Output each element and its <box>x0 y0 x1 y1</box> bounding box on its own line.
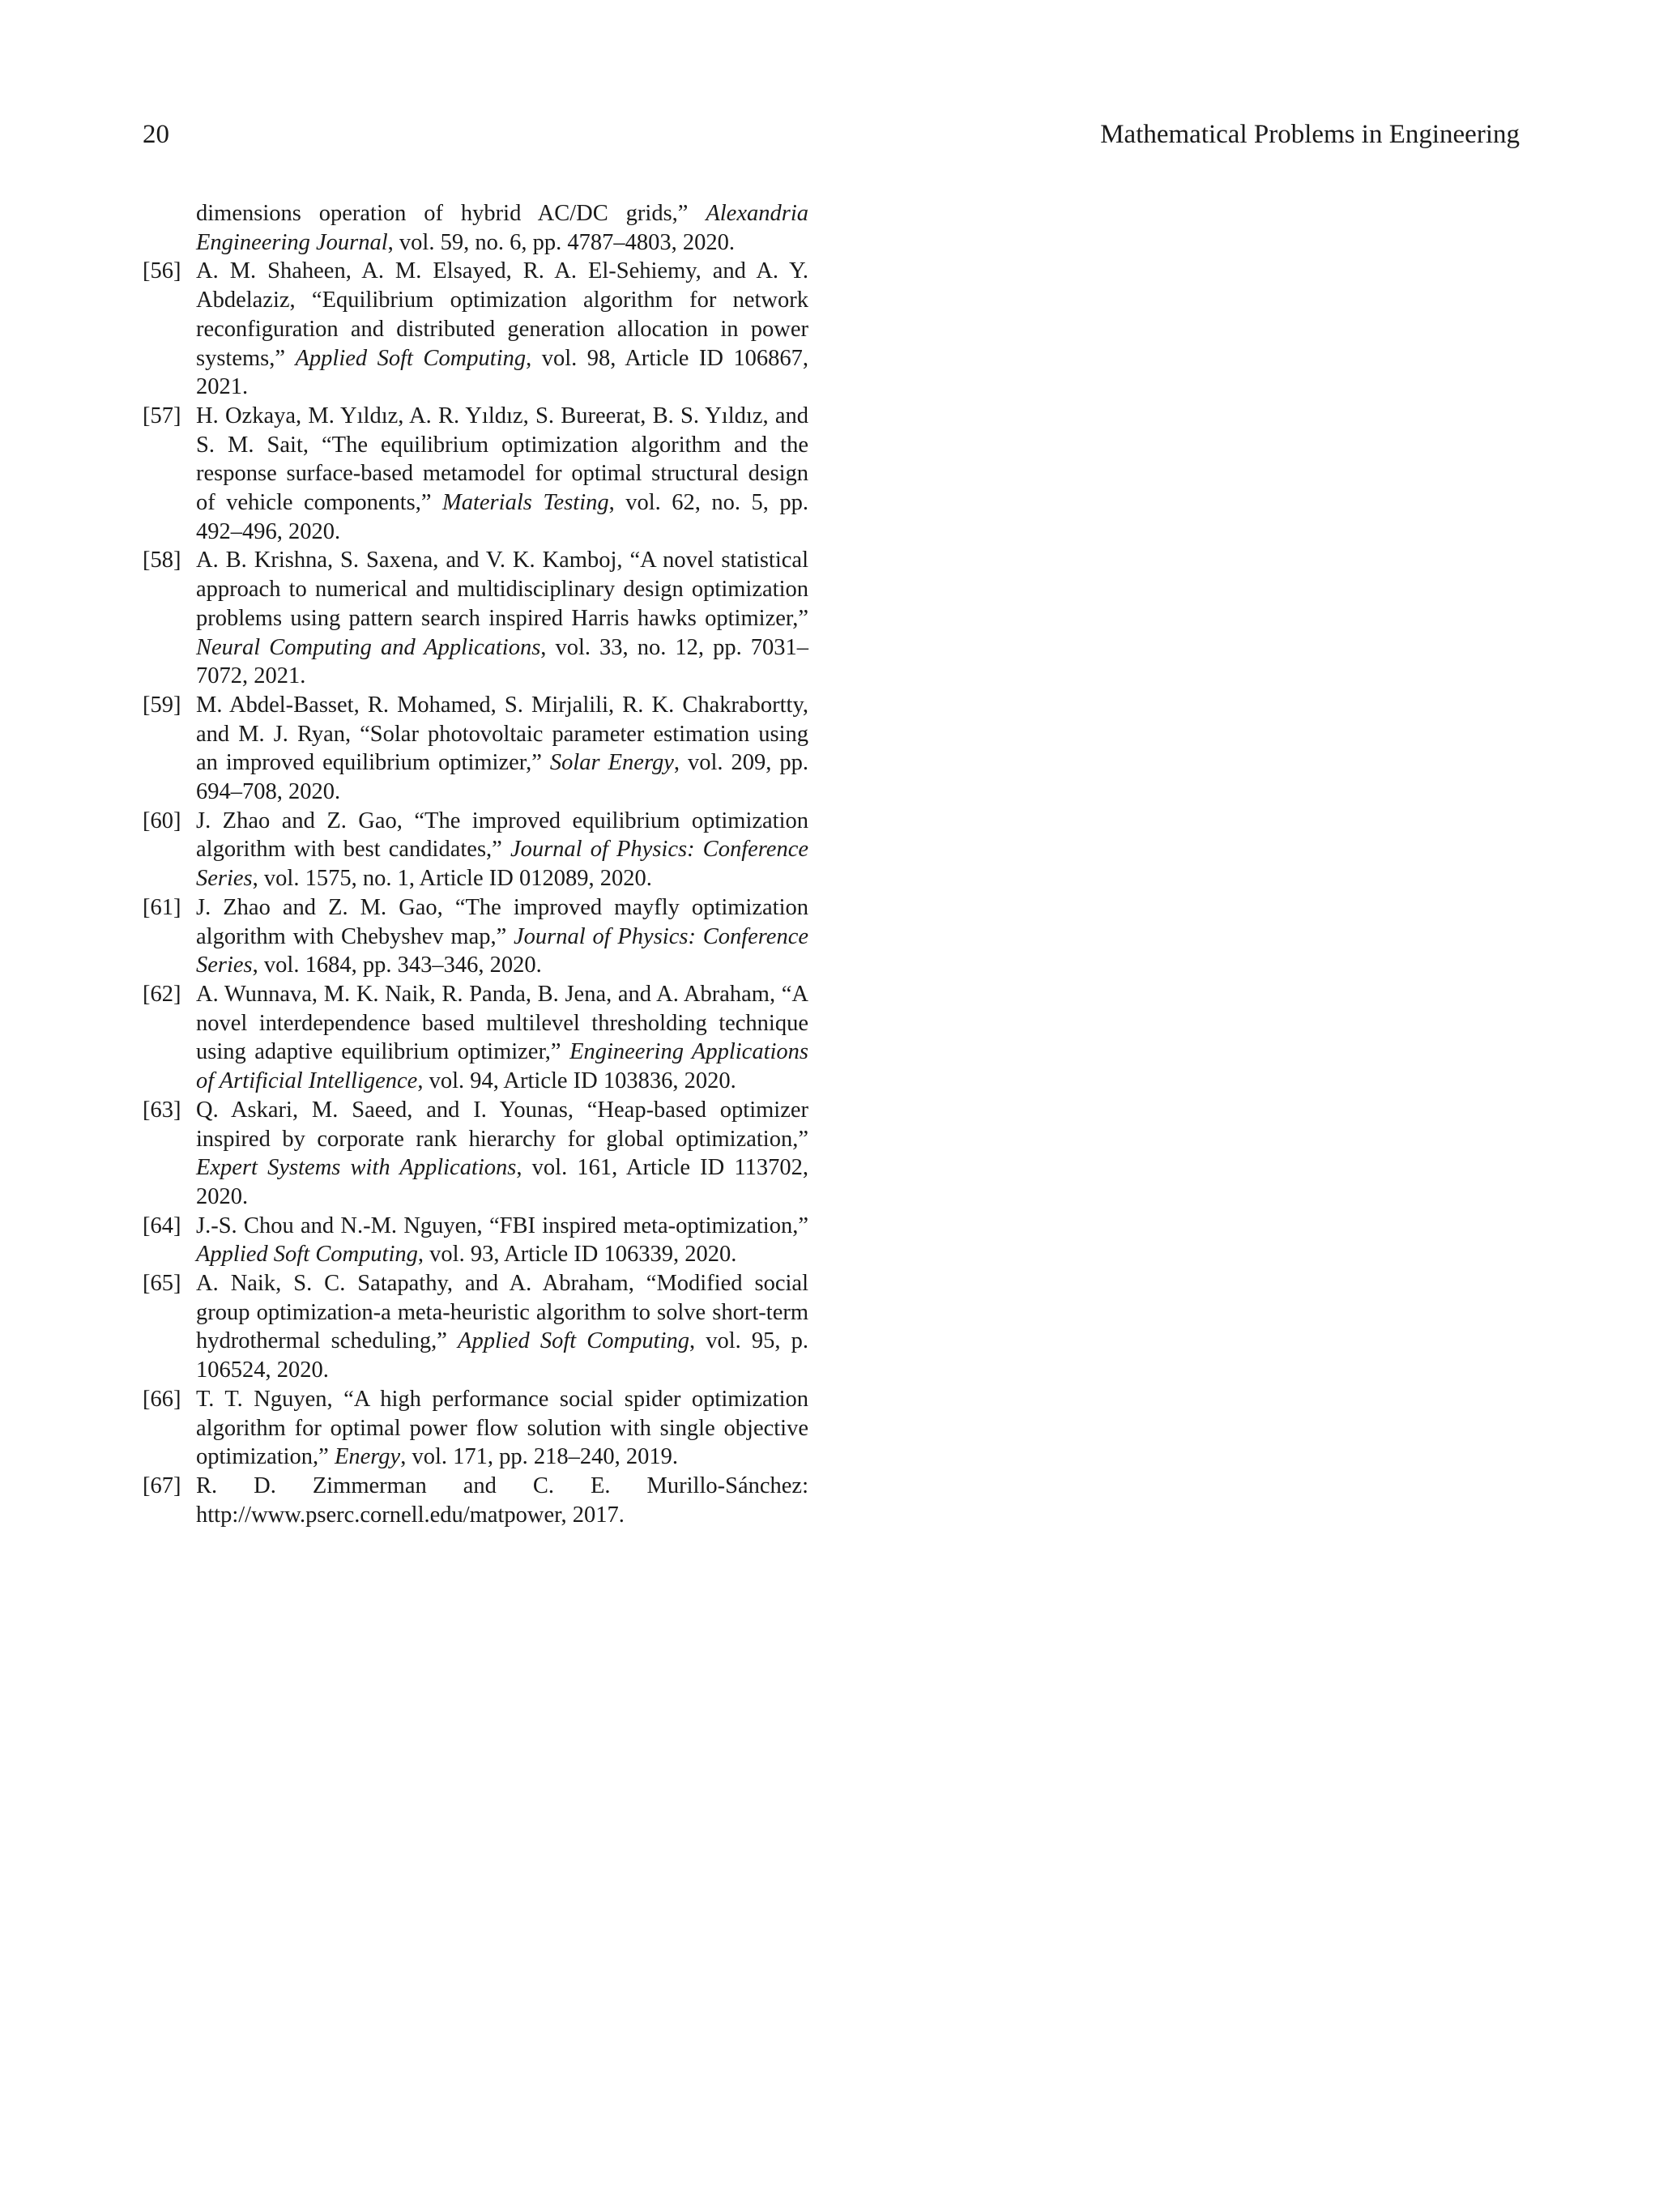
reference-text: A. Wunnava, M. K. Naik, R. Panda, B. Jena, and A. Abraham, “A novel interdependence based multilevel thresholding technique using adaptive equilibrium optimizer,” <box>196 981 808 1065</box>
reference-number: [61] <box>143 894 181 920</box>
reference-number: [59] <box>143 692 181 718</box>
reference-source-title: Energy <box>334 1444 401 1470</box>
reference-number: [67] <box>143 1473 181 1498</box>
reference-text: A. B. Krishna, S. Saxena, and V. K. Kamboj, “A novel statistical approach to numerical and multidisciplinary design optimization problems using pattern search inspired Harris hawks optimizer,” <box>196 548 808 631</box>
reference-text: , vol. 209, pp. 694–708, 2020. <box>196 750 808 805</box>
reference-text: , vol. 95, p. 106524, 2020. <box>196 1328 808 1383</box>
reference-text: , vol. 171, pp. 218–240, 2019. <box>400 1444 679 1470</box>
reference-number: [58] <box>143 548 181 573</box>
reference-item <box>143 546 808 691</box>
reference-text: , vol. 1575, no. 1, Article ID 012089, 2020. <box>252 866 652 892</box>
reference-text: A. M. Shaheen, A. M. Elsayed, R. A. El-Sehiemy, and A. Y. Abdelaziz, “Equilibrium optimization algorithm for network reconfiguration and distributed generation allocation in power systems,” <box>196 258 808 371</box>
reference-text: , vol. 161, Article ID 113702, 2020. <box>196 1155 808 1209</box>
reference-item <box>143 199 808 257</box>
reference-source-title: Journal of Physics: Conference Series <box>196 837 808 892</box>
reference-item <box>143 1269 808 1385</box>
journal-title: Mathematical Problems in Engineering <box>1100 120 1520 149</box>
reference-text: , vol. 59, no. 6, pp. 4787–4803, 2020. <box>387 229 735 255</box>
reference-number: [60] <box>143 808 181 833</box>
reference-item <box>143 1385 808 1472</box>
reference-number: [65] <box>143 1271 181 1297</box>
reference-source-title: Materials Testing <box>442 490 609 516</box>
reference-item <box>143 1096 808 1212</box>
reference-item <box>143 1212 808 1269</box>
reference-text: J. Zhao and Z. M. Gao, “The improved mayfly optimization algorithm with Chebyshev map,” <box>196 894 808 949</box>
reference-item <box>143 807 808 893</box>
reference-source-title: Solar Energy <box>549 750 674 776</box>
reference-source-title: Engineering Applications of Artificial Intelligence <box>196 1039 808 1094</box>
reference-text: , vol. 1684, pp. 343–346, 2020. <box>252 953 542 978</box>
reference-text: , vol. 62, no. 5, pp. 492–496, 2020. <box>196 490 809 544</box>
reference-item <box>143 691 808 807</box>
reference-item <box>143 257 808 402</box>
reference-number: [66] <box>143 1386 181 1412</box>
reference-text: , vol. 98, Article ID 106867, 2021. <box>196 345 808 400</box>
reference-item <box>143 893 808 980</box>
reference-source-title: Journal of Physics: Conference Series <box>196 923 809 978</box>
reference-text: , vol. 33, no. 12, pp. 7031–7072, 2021. <box>196 634 808 689</box>
reference-source-title: Applied Soft Computing <box>458 1328 689 1354</box>
reference-source-title: Applied Soft Computing <box>295 345 527 371</box>
reference-text: J. Zhao and Z. Gao, “The improved equilibrium optimization algorithm with best candidates,” <box>196 808 808 863</box>
page-number: 20 <box>143 120 169 149</box>
reference-number: [56] <box>143 258 181 284</box>
reference-item <box>143 980 808 1096</box>
reference-text: T. T. Nguyen, “A high performance social spider optimization algorithm for optimal power flow solution with single objective optimization,” <box>196 1386 808 1470</box>
reference-text: H. Ozkaya, M. Yıldız, A. R. Yıldız, S. Bureerat, B. S. Yıldız, and S. M. Sait, “The equilibrium optimization algorithm and the response surface-based metamodel for optimal structural design of vehicle components,” <box>196 403 808 516</box>
reference-text: J.-S. Chou and N.-M. Nguyen, “FBI inspired meta-optimization,” <box>196 1213 808 1238</box>
reference-text: A. Naik, S. C. Satapathy, and A. Abraham, “Modified social group optimization-a meta-heuristic algorithm to solve short-term hydrothermal scheduling,” <box>196 1271 808 1354</box>
reference-number: [64] <box>143 1213 181 1238</box>
reference-item <box>143 1472 808 1529</box>
reference-source-title: Applied Soft Computing <box>196 1242 418 1268</box>
reference-number: [57] <box>143 403 181 428</box>
reference-source-title: Alexandria Engineering Journal <box>196 201 808 255</box>
reference-text: Q. Askari, M. Saeed, and I. Younas, “Heap-based optimizer inspired by corporate rank hierarchy for global optimization,” <box>196 1097 808 1152</box>
reference-item <box>143 402 808 547</box>
reference-list <box>143 199 808 1529</box>
reference-text: dimensions operation of hybrid AC/DC grids,” <box>196 201 706 226</box>
reference-source-title: Neural Computing and Applications <box>196 634 541 660</box>
reference-source-title: Expert Systems with Applications <box>196 1155 517 1181</box>
reference-text: , vol. 93, Article ID 106339, 2020. <box>417 1242 737 1268</box>
reference-text: , vol. 94, Article ID 103836, 2020. <box>417 1068 736 1094</box>
reference-number: [62] <box>143 981 181 1007</box>
reference-number: [63] <box>143 1097 181 1123</box>
reference-text: M. Abdel-Basset, R. Mohamed, S. Mirjalili, R. K. Chakrabortty, and M. J. Ryan, “Solar photovoltaic parameter estimation using an improved equilibrium optimizer,” <box>196 692 808 776</box>
reference-text: R. D. Zimmerman and C. E. Murillo-Sánchez: http://www.pserc.cornell.edu/matpower, 2017. <box>196 1473 808 1528</box>
